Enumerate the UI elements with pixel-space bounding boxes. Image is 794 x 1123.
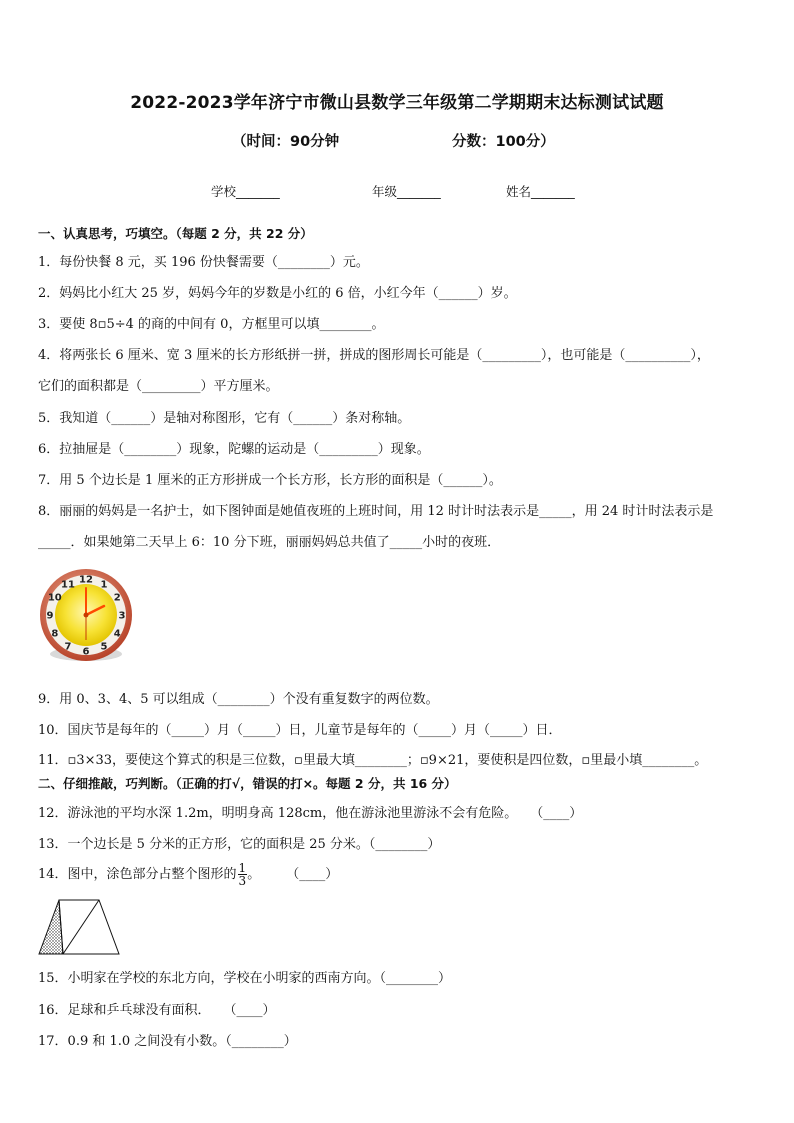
clock-numeral-10: 10 xyxy=(47,592,62,604)
clock-numeral-7: 7 xyxy=(64,641,72,653)
question-2[interactable]: 2．妈妈比小红大 25 岁，妈妈今年的岁数是小红的 6 倍，小红今年（______）岁。 xyxy=(38,286,517,301)
fraction-numerator: 1 xyxy=(238,861,247,875)
question-4-line-2[interactable]: 它们的面积都是（_________）平方厘米。 xyxy=(38,379,279,394)
clock-numeral-11: 11 xyxy=(61,579,75,591)
clock-numeral-3: 3 xyxy=(118,610,126,622)
question-8-line-2[interactable]: _____．如果她第二天早上 6：10 分下班，丽丽妈妈总共值了_____小时的夜班． xyxy=(38,535,501,550)
time-label: （时间：90分钟 xyxy=(232,134,340,150)
question-14-answer: 。 （____） xyxy=(247,867,339,882)
school-field[interactable]: 学校_______ xyxy=(211,184,280,199)
clock-numeral-1: 1 xyxy=(100,579,108,591)
question-9[interactable]: 9．用 0、3、4、5 可以组成（________）个没有重复数字的两位数。 xyxy=(38,692,439,707)
question-10[interactable]: 10．国庆节是每年的（_____）月（_____）日，儿童节是每年的（_____）月（_____）日． xyxy=(38,723,562,738)
exam-title: 2022-2023学年济宁市微山县数学三年级第二学期期末达标测试试题 xyxy=(130,93,664,113)
question-14-text: 14．图中，涂色部分占整个图形的 xyxy=(38,867,237,882)
fraction-one-third xyxy=(238,862,248,887)
fraction-denominator: 3 xyxy=(238,874,247,888)
question-7[interactable]: 7．用 5 个边长是 1 厘米的正方形拼成一个长方形，长方形的面积是（______）。 xyxy=(38,473,502,488)
clock-numeral-8: 8 xyxy=(51,628,59,640)
section-2-heading: 二、仔细推敲，巧判断。（正确的打√，错误的打×。每题 2 分，共 16 分） xyxy=(38,776,457,791)
score-label: 分数：100分） xyxy=(452,134,555,150)
name-field[interactable]: 姓名_______ xyxy=(506,184,575,199)
question-5[interactable]: 5．我知道（______）是轴对称图形，它有（______）条对称轴。 xyxy=(38,411,411,426)
clock-numeral-2: 2 xyxy=(113,592,121,604)
question-6[interactable]: 6．拉抽屉是（________）现象，陀螺的运动是（_________）现象。 xyxy=(38,442,430,457)
question-12[interactable]: 12．游泳池的平均水深 1.2m，明明身高 128cm，他在游泳池里游泳不会有危险。 （____） xyxy=(38,806,583,821)
clock-numeral-9: 9 xyxy=(46,610,54,622)
question-1[interactable]: 1．每份快餐 8 元，买 196 份快餐需要（________）元。 xyxy=(38,255,369,270)
clock-image xyxy=(38,566,134,666)
clock-numeral-6: 6 xyxy=(82,646,90,658)
question-16[interactable]: 16．足球和乒乓球没有面积． （____） xyxy=(38,1003,276,1018)
section-1-heading: 一、认真思考，巧填空。（每题 2 分，共 22 分） xyxy=(38,226,313,241)
question-4-line-1[interactable]: 4．将两张长 6 厘米、宽 3 厘米的长方形纸拼一拼，拼成的图形周长可能是（_________），也可能是（__________）， xyxy=(38,348,710,363)
grade-field[interactable]: 年级_______ xyxy=(372,184,441,199)
question-8-line-1[interactable]: 8．丽丽的妈妈是一名护士，如下图钟面是她值夜班的上班时间，用 12 时计时法表示是_____，用 24 时计时法表示是 xyxy=(38,504,714,519)
question-3[interactable]: 3．要使 8▫5÷4 的商的中间有 0，方框里可以填________。 xyxy=(38,317,385,332)
clock-numeral-5: 5 xyxy=(100,641,108,653)
question-15[interactable]: 15．小明家在学校的东北方向，学校在小明家的西南方向。（________） xyxy=(38,971,452,986)
question-13[interactable]: 13．一个边长是 5 分米的正方形，它的面积是 25 分米。（________） xyxy=(38,837,441,852)
clock-numeral-4: 4 xyxy=(113,628,121,640)
question-14[interactable] xyxy=(38,862,338,887)
question-17[interactable]: 17．0.9 和 1.0 之间没有小数。（________） xyxy=(38,1034,297,1049)
clock-center xyxy=(84,613,89,618)
clock-numeral-12: 12 xyxy=(79,574,93,586)
question-11[interactable]: 11．▫3×33，要使这个算式的积是三位数，▫里最大填________；▫9×21，要使积是四位数，▫里最小填________。 xyxy=(38,753,708,768)
parallelogram-figure xyxy=(37,898,123,956)
